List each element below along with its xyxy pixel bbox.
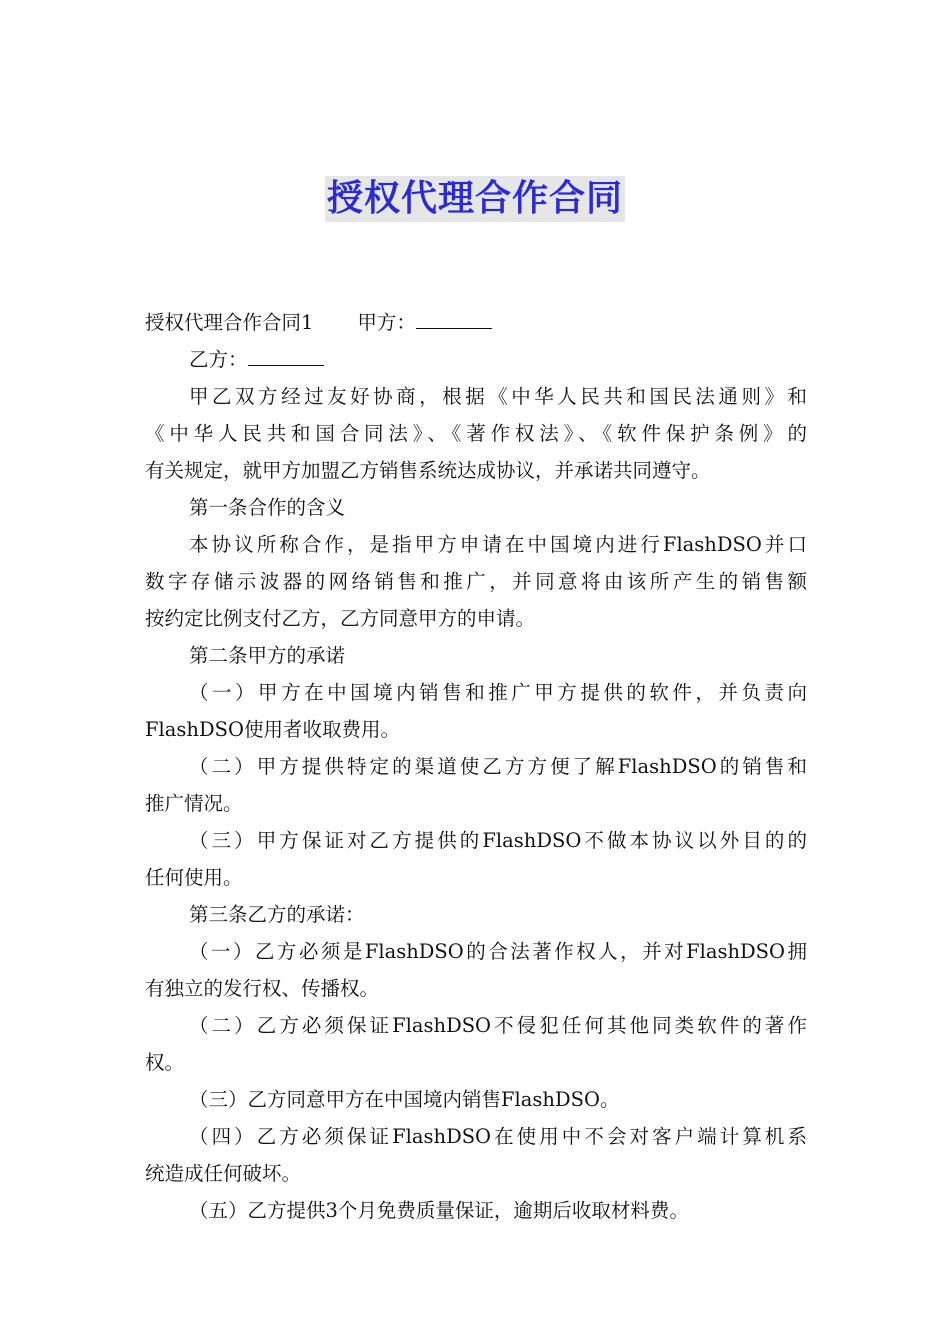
- paragraph-line: 甲乙双方经过友好协商，根据《中华人民共和国民法通则》和: [189, 385, 807, 408]
- header-line: [145, 304, 807, 341]
- paragraph-line: 《中华人民共和国合同法》、《著作权法》、《软件保护条例》的: [145, 422, 807, 445]
- doc-name: 授权代理合作合同1: [145, 311, 314, 334]
- clause-line: （一）乙方必须是FlashDSO的合法著作权人，并对FlashDSO拥: [189, 940, 807, 963]
- clause-line: 权。: [145, 1051, 185, 1074]
- clause-line: 统造成任何破坏。: [145, 1162, 302, 1185]
- section-heading: 第一条合作的含义: [189, 496, 346, 519]
- party-b-label: 乙方：: [189, 348, 248, 371]
- document-title: 授权代理合作合同: [325, 176, 625, 222]
- party-a-blank: [416, 306, 492, 329]
- clause-line: 推广情况。: [145, 792, 243, 815]
- document-body: [145, 304, 807, 1229]
- clause-line: 有独立的发行权、传播权。: [145, 977, 380, 1000]
- clause-line: （三）甲方保证对乙方提供的FlashDSO不做本协议以外目的的: [189, 829, 807, 852]
- clause-line: 任何使用。: [145, 866, 243, 889]
- section-heading: 第三条乙方的承诺：: [189, 903, 365, 926]
- party-a-label: 甲方：: [357, 311, 416, 334]
- party-b-line: [145, 341, 807, 378]
- clause-line: （二）乙方必须保证FlashDSO不侵犯任何其他同类软件的著作: [189, 1014, 807, 1037]
- paragraph-line: 有关规定，就甲方加盟乙方销售系统达成协议，并承诺共同遵守。: [145, 459, 711, 482]
- clause-line: （三）乙方同意甲方在中国境内销售FlashDSO。: [189, 1088, 620, 1111]
- title-wrap: [0, 176, 950, 222]
- paragraph-line: 按约定比例支付乙方，乙方同意甲方的申请。: [145, 607, 536, 630]
- clause-line: （二）甲方提供特定的渠道使乙方方便了解FlashDSO的销售和: [189, 755, 807, 778]
- party-b-blank: [248, 343, 324, 366]
- paragraph-line: 本协议所称合作，是指甲方申请在中国境内进行FlashDSO并口: [189, 533, 807, 556]
- section-heading: 第二条甲方的承诺: [189, 644, 346, 667]
- clause-line: （四）乙方必须保证FlashDSO在使用中不会对客户端计算机系: [189, 1125, 807, 1148]
- clause-line: FlashDSO使用者收取费用。: [145, 718, 400, 741]
- clause-line: （五）乙方提供3个月免费质量保证，逾期后收取材料费。: [189, 1199, 689, 1222]
- paragraph-line: 数字存储示波器的网络销售和推广，并同意将由该所产生的销售额: [145, 570, 807, 593]
- clause-line: （一）甲方在中国境内销售和推广甲方提供的软件，并负责向: [189, 681, 807, 704]
